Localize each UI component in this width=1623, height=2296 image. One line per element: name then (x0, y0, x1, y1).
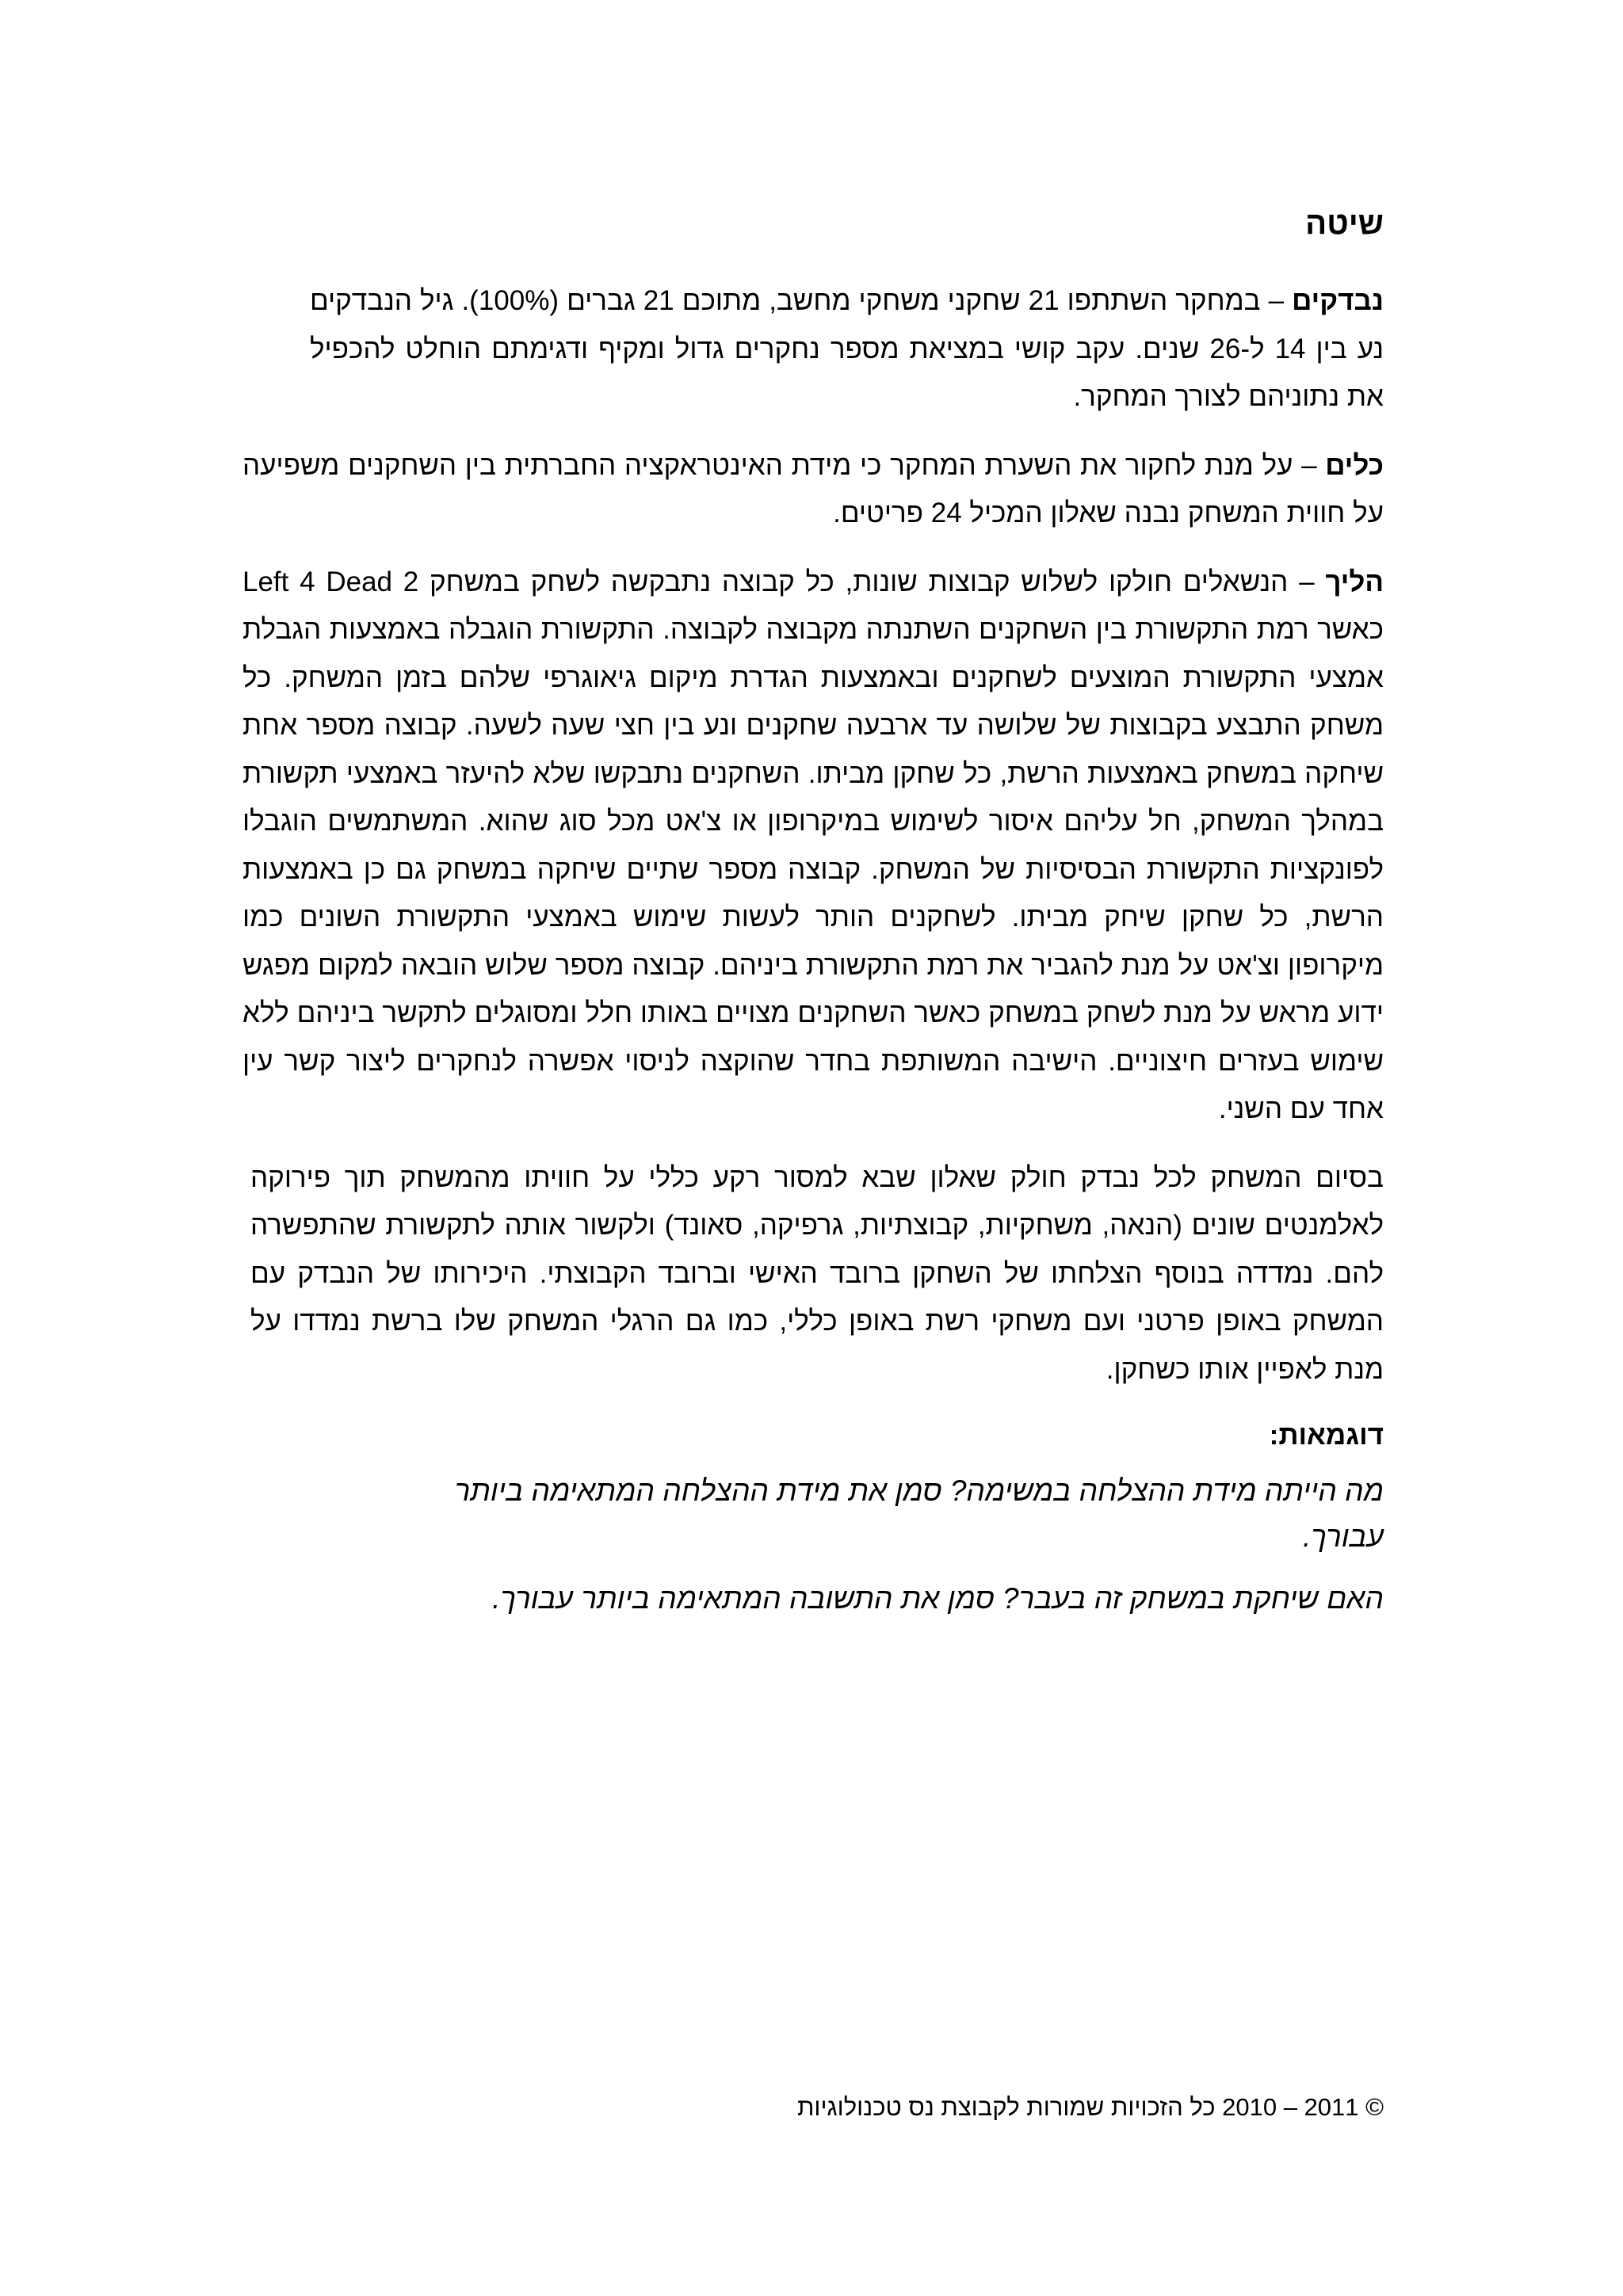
paragraph-procedure (242, 559, 1384, 1134)
tools-text: – על מנת לחקור את השערת המחקר כי מידת האינטראקציה החברתית בין השחקנים משפיעה על חווית המשחק נבנה שאלון המכיל 24 פריטים. (242, 449, 1384, 528)
example-item: מה הייתה מידת ההצלחה במשימה? סמן את מידת ההצלחה המתאימה ביותר עבורך. (454, 1474, 1384, 1553)
example-item: האם שיחקת במשחק זה בעבר? סמן את התשובה המתאימה ביותר עבורך. (492, 1582, 1384, 1615)
page-content (242, 204, 1384, 1638)
paragraph-tools (242, 442, 1384, 538)
procedure-label: הליך (1325, 566, 1384, 597)
procedure-text: – הנשאלים חולקו לשלוש קבוצות שונות, כל קבוצה נתבקשה לשחק במשחק Left 4 Dead 2 כאשר רמת התקשורת בין השחקנים השתנתה מקבוצה לקבוצה. התקשורת הוגבלה באמצעות הגבלת אמצעי התקשורת המוצעים לשחקנים ובאמצעות הגדרת מיקום גיאוגרפי שלהם בזמן המשחק. כל משחק התבצע בקבוצות של שלושה עד ארבעה שחקנים ונע בין חצי שעה לשעה. קבוצה מספר אחת שיחקה במשחק באמצעות הרשת, כל שחקן מביתו. השחקנים נתבקשו שלא להיעזר באמצעי תקשורת במהלך המשחק, חל עליהם איסור לשימוש במיקרופון או צ'אט מכל סוג שהוא. המשתמשים הוגבלו לפונקציות התקשורת הבסיסיות של המשחק. קבוצה מספר שתיים שיחקה במשחק גם כן באמצעות הרשת, כל שחקן שיחק מביתו. לשחקנים הותר לעשות שימוש באמצעי התקשורת השונים כמו מיקרופון וצ'אט על מנת להגביר את רמת התקשורת ביניהם. קבוצה מספר שלוש הובאה למקום מפגש ידוע מראש על מנת לשחק במשחק כאשר השחקנים מצויים באותו חלל ומסוגלים לתקשר ביניהם ללא שימוש בעזרים חיצוניים. הישיבה המשותפת בחדר שהוקצה לניסוי אפשרה לנחקרים ליצור קשר עין אחד עם השני. (242, 566, 1384, 1124)
examples-title: דוגמאות: (1269, 1420, 1384, 1451)
copyright-footer: © 2011 – 2010 כל הזכויות שמורות לקבוצת נס טכנולוגיות (797, 2093, 1384, 2121)
subjects-text: – במחקר השתתפו 21 שחקני משחקי מחשב, מתוכם 21 גברים (100%). גיל הנבדקים נע בין 14 ל-26 שנים. עקב קושי במציאת מספר נחקרים גדול ומקיף ודגימתם הוחלט להכפיל את נתוניהם לצורך המחקר. (310, 285, 1384, 412)
paragraph-summary: בסיום המשחק לכל נבדק חולק שאלון שבא למסור רקע כללי על חוויתו מהמשחק תוך פירוקה לאלמנטים שונים (הנאה, משחקיות, קבוצתיות, גרפיקה, סאונד) ולקשור אותה לתקשורת שהתפשרה להם. נמדדה בנוסף הצלחתו של השחקן ברובד האישי וברובד הקבוצתי. היכירותו של הנבדק עם המשחק באופן פרטני ועם משחקי רשת באופן כללי, כמו גם הרגלי המשחק שלו ברשת נמדדו על מנת לאפיין אותו כשחקן. (250, 1161, 1384, 1385)
section-title: שיטה (1305, 206, 1384, 241)
paragraph-subjects (310, 277, 1384, 421)
tools-label: כלים (1325, 449, 1384, 481)
subjects-label: נבדקים (1292, 285, 1384, 316)
